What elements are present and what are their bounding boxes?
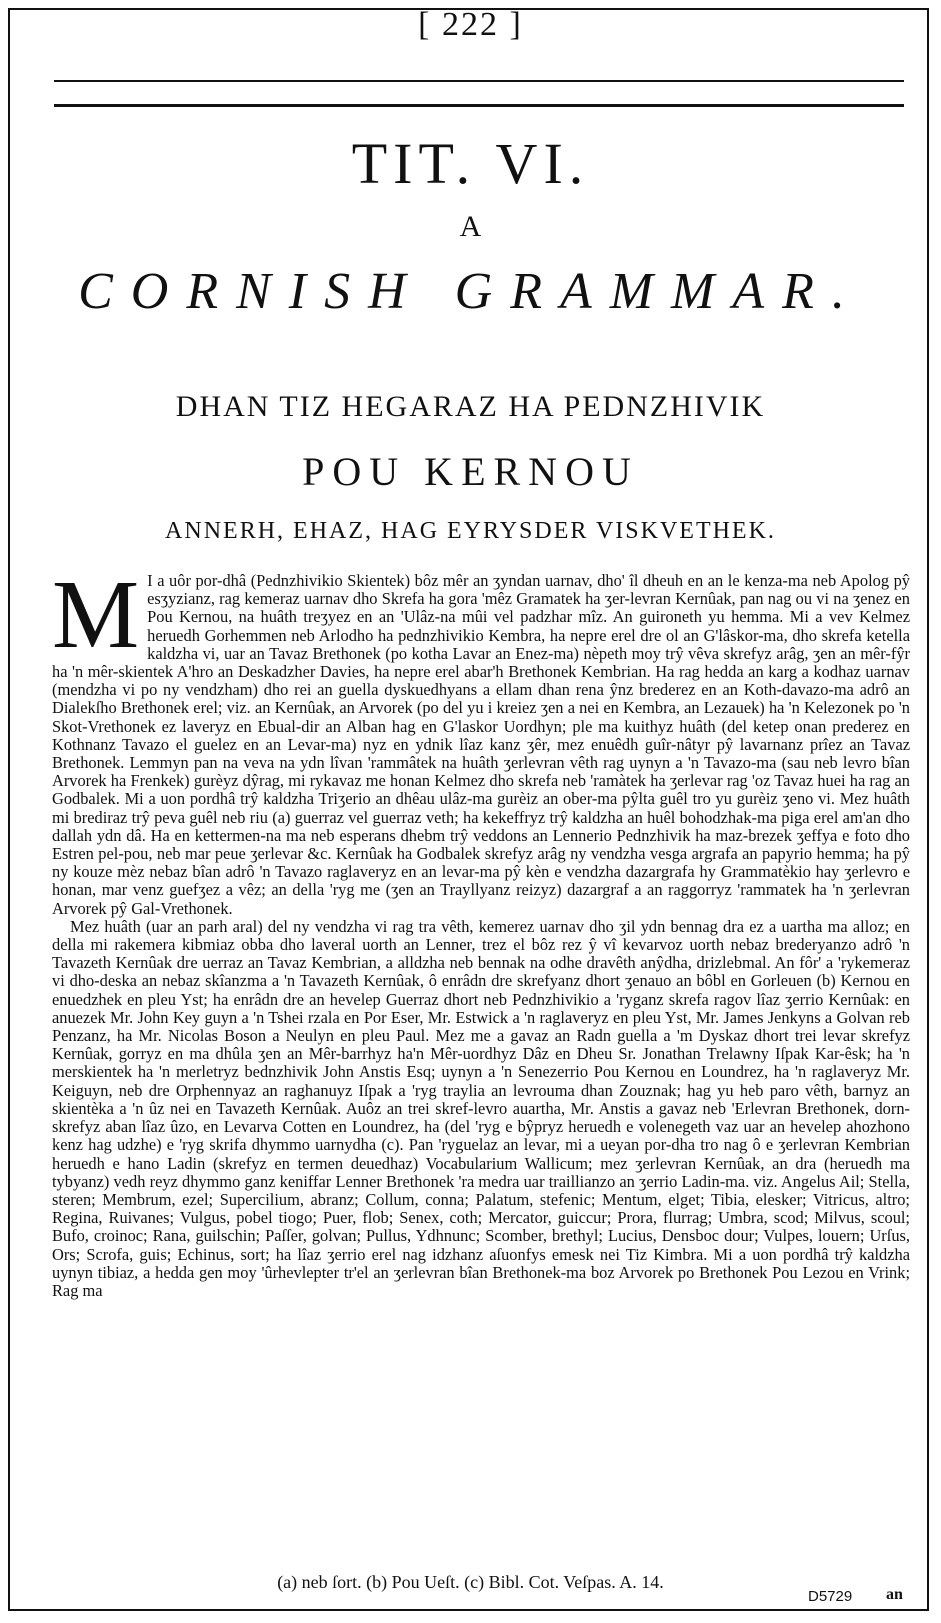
paragraph-1-text: I a uôr por-dhâ (Pednzhivikio Skientek) bôz mêr an ʒyndan uarnav, dho' îl dheuh en an le kenza-ma neb Apolog pŷ esʒyzianz, rag kemeraz uarnav dho Skrefa ha gora 'mêz Gramatek ha ʒer-levran Kernûak, pan nag ou vi na ʒenez en Pou Kernou, na huâth treʒyez en an 'Ulâz-na mûi vel padzhar mîz. An guironeth yu hemma. Mi a vev Kelmez heruedh Gorhemmen neb Arlodho ha pednzhivikio Kembra, ha nepre erel dre ol an G'lâskor-ma, dho skrefa ketella kaldzha vi, uar an Tavaz Brethonek (po kotha Lavar an Enez-ma) nèpeth moy trŷ vêva skrefyz arâg, ʒen an mêr-fŷr ha 'n mêr-skientek A'hro an Deskadzher Davies, ha nepre erel abar'h Brethonek Kembrian. Ha rag hedda an karg a kodhaz uarnav (mendzha vi po ny vendzham) dho rei an guella dyskuedhyans a ellam dhan rena ŷnz brederez en an Koth-davazo-ma adrô an Dialekſho Brethonek erel; viz. an Kernûak, an Arvorek (po del yu i kreiez ʒen a nei en Kembra, an Lezauek) ha 'n Kelezonek po 'n Skot-Vrethonek ez laveryz en Ebual-dir an Alban hag en G'laskor Uordhyn; ple ma kuithyz huâth (del ketep onan prederez en Kothnanz Tavazo el guelez en an Levar-ma) nyz en ydnik lîaz kanz ʒêr, mez enuêdh guîr-nâtyr pŷ lavarnanz prîez an Tavaz Brethonek. Lemmyn pan na veva na ydn lîvan 'rammâtek na huâth ʒerlevran vêth rag uynyn a 'n Tavazo-ma (sau neb levro bîan Arvorek ha Frenkek) gurèyz dŷrag, mi rykavaz me honan Kelmez dho skrefa neb 'ramàtek ha ʒerlevar rag 'oz Tavaz huei ha rag an Godbalek. Mi a uon pordhâ trŷ kaldzha Triʒerio an dhêau ulâz-ma gurèiz an ober-ma pŷlta guêl tro yu gurèiz ʒeno vi. Mez huâth mi brediraz trŷ peva guêl neb riu (a) guerraz vel guerraz veth; ha kekeffryz trŷ kaldzha an huêl bohodzhak-ma piga erel am'an dho dallah ydn dâ. Ha en kettermen-na ma neb esperans dhebm trŷ veddons an Lennerio Pednzhivik ha maz-brezek ʒeffya e foto dho Estren pel-pou, neb mar peue ʒerlevar &c. Kernûak ha Godbalek skrefyz arâg ny vendzha vesga argrafa an papyrio hemma; ha pŷ ny kouze mèz nebaz bîan adrô 'n Tavazo raglaveryz en an levar-ma pŷ kèn e vendzha dazargrafa hy Grammatèkio hay ʒerlevro e honan, mar venz guefʒez a vêz; an della 'ryg me (ʒen an Trayllyanz reizyz) dazargraf a an raggorryz 'rammatek ha 'n ʒerlevran Arvorek pŷ Gal-Vrethonek.	[52, 572, 910, 918]
drop-cap: M	[52, 572, 140, 669]
page-number: [ 222 ]	[418, 6, 523, 43]
header-rule-thin	[54, 80, 904, 82]
heading-line-3: ANNERH, EHAZ, HAG EYRYSDER VISKVETHEK.	[165, 518, 776, 544]
paragraph-2: Mez huâth (uar an parh aral) del ny vendzha vi rag tra vêth, kemerez uarnav dho ʒil ydn bennag dra ez a uartha ma alloz; en della mi rakemera kibmiaz obba dho laveral uorth an Lenner, trez el bôz rez ŷ vî kevarvoz uorth nebaz brederyanzo adrô 'n Tavazeth Kernûak dre uerraz an Tavaz Kembrian, a alldzha neb bennak na odhe dravêth anŷdha, drizlebmal. An fôr' a 'rykemeraz vi dho-deska an nebaz skîanzma a 'n Tavazeth Kernûak, ô enrâdn dre skrefyanz dhort ʒenauo an bôbl en Gorleuen (b) Kernou en enuedzhek en pleu Yst; ha enrâdn dre an hevelep Guerraz dhort neb Pednzhivikio a 'ryganz skrefa ragov lîaz ʒerrio Kernûak: en anuezek Mr. John Key guyn a 'n Tshei rzala en Por Eser, Mr. Estwick a 'n raglaveryz en pleu Yst, Mr. James Jenkyns a Golvan reb Penzanz, ha Mr. Nicolas Boson a Neulyn en pleu Paul. Mez me a gavaz an Radn guella a 'm Dyskaz dhort trei levar skrefyz Kernûak, gorryz en ma dhûla ʒen an Mêr-barrhyz ha'n Mêr-uordhyz Dâz en Dheu Sr. Jonathan Trelawny Iſpak Kar-êsk; ha 'n merskientek ha 'n merletryz bednzhivik John Anstis Esq; uynyn a 'n Senezerrio Pou Kernou en Loundrez, ha 'n raglaveryz Mr. Keiguyn, neb dre Orphennyaz an raghanuyz Iſpak a 'ryg traylia an levrouma dhan Zouznak; hag yu heb paro vêth, barnyz an skientèka a 'n ûz nei en Tavazeth Kernûak. Auôz an trei skref-levro auartha, Mr. Anstis a gavaz neb 'Erlevran Brethonek, dorn-skrefyz aban lîaz ûzo, en Levarva Cotten en Loundrez, ha (del 'ryg e bŷpryz heruedh e volenegeth vaz uar an hevelep ahozhono kenz hag udzhe) e 'ryg skrifa dhymmo uarnydha (c). Pan 'ryguelaz an levar, mi a ueyan por-dha tro nag ô e ʒerlevran Kembrian heruedh e hano Ladin (skrefyz en termen deuedhaz) Vocabularium Wallicum; mez ʒerlevran Kernûak, an dra (heruedh ma tybyanz) vedh reyz dhymmo ganz keniffar Lenner Brethonek 'ra medra uar traillianzo an ʒerrio Ladin-ma. viz. Angelus Ail; Stella, steren; Membrum, ezel; Supercilium, abranz; Collum, conna; Palatum, stefenic; Mentum, elget; Tibia, elesker; Vitricus, altro; Regina, Ruivanes; Vulgus, pobel tiogo; Puer, flob; Senex, coth; Mercator, guiccur; Prora, flurrag; Umbra, scod; Milvus, scoul; Bufo, croinoc; Rana, guilschin; Paſſer, golvan; Pullus, Ydhnunc; Scomber, brethyl; Lucius, Densboc dour; Vulpes, louern; Urſus, Ors; Scrofa, guis; Echinus, sort; ha lîaz ʒerrio erel nag idzhanz aſuonfys emesk nei Tiz Kimbra. Mi a uon pordhâ trŷ kaldzha uynyn tibiaz, a hedda gen moy 'ûrhevlepter tr'el an ʒerlevran bîan Brethonek-ma boz Arvorek po Brethonek Pou Lezou en Vrink; Rag ma	[52, 916, 910, 1300]
catchword: an	[886, 1586, 903, 1603]
reference-code: D5729	[808, 1588, 853, 1605]
footnotes: (a) neb ſort. (b) Pou Ueſt. (c) Bibl. Cot. Veſpas. A. 14.	[277, 1572, 664, 1592]
heading-line-1: DHAN TIZ HEGARAZ HA PEDNZHIVIK	[175, 390, 766, 423]
title-article: A	[459, 210, 482, 243]
paragraph-1	[52, 572, 910, 918]
title-subject: CORNISH GRAMMAR.	[78, 263, 863, 320]
header-rule-thick	[54, 104, 904, 107]
section-title: TIT. VI.	[351, 131, 590, 196]
body-text	[52, 572, 910, 1558]
heading-line-2: POU KERNOU	[302, 449, 639, 494]
